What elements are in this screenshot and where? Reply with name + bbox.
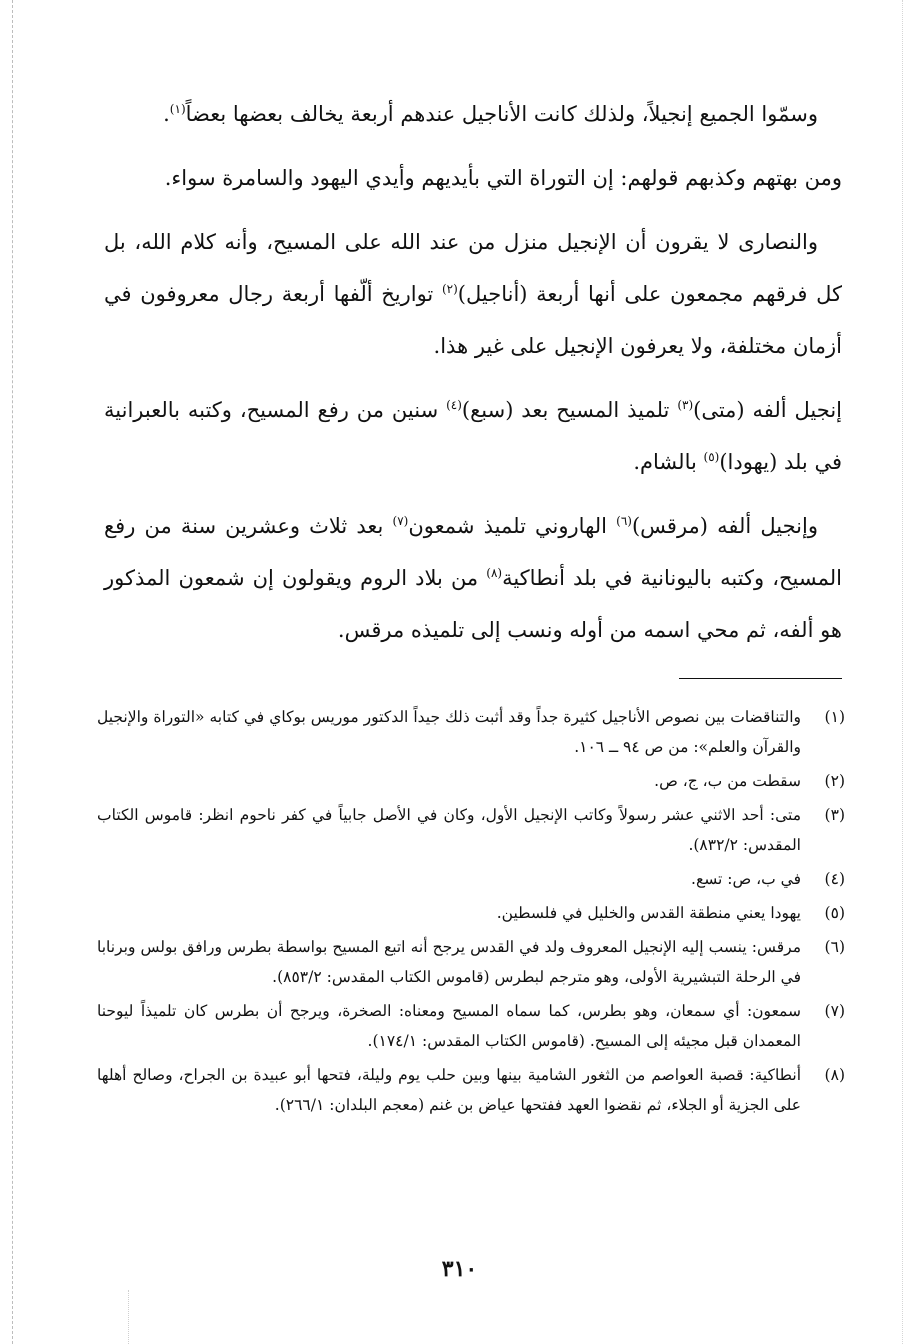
paragraph-text: .: [163, 102, 170, 126]
footnote-reference: (٤): [446, 398, 462, 412]
footnote: [97, 996, 845, 1056]
footnote-text: والتناقضات بين نصوص الأناجيل كثيرة جداً وقد أثبت ذلك جيداً الدكتور موريس بوكاي في كتابه «التوراة والإنجيل والقرآن والعلم»: من ص ٩٤ ــ ١٠٦.: [97, 708, 801, 756]
footnote-text: يهودا يعني منطقة القدس والخليل في فلسطين.: [496, 904, 801, 922]
footnote-reference: (٧): [392, 514, 409, 528]
footnote-number: (٣): [824, 806, 845, 824]
paragraph: [104, 88, 842, 140]
footnote-reference: (٨): [486, 566, 503, 580]
paragraph-text: إنجيل ألفه (متى): [693, 398, 843, 422]
footnote-number: (٤): [824, 870, 845, 888]
paragraph-text: ومن بهتهم وكذبهم قولهم: إن التوراة التي بأيديهم وأيدي اليهود والسامرة سواء.: [164, 166, 842, 190]
footnote-text: متى: أحد الاثني عشر رسولاً وكاتب الإنجيل الأول، وكان في الأصل جابياً في كفر ناحوم انظر: قاموس الكتاب المقدس: ٨٣٢/٢).: [97, 806, 801, 854]
footnote: [97, 800, 845, 860]
footnote-reference: (٣): [677, 398, 694, 412]
paragraph-text: وإنجيل ألفه (مرقس): [631, 514, 818, 538]
paragraph-text: سنين من رفع المسيح، وكتبه بالعبرانية في بلد (يهودا): [104, 398, 842, 474]
footnote-text: أنطاكية: قصبة العواصم من الثغور الشامية بينها وبين حلب يوم وليلة، فتحها أبو عبيدة بن الجراح، وصالح أهلها على الجزية أو الجلاء، ثم نقضوا العهد ففتحها عياض بن غنم (معجم البلدان: ٢٦٦/١).: [97, 1066, 801, 1114]
scan-edge-line: [128, 1290, 129, 1344]
footnote-number: (٨): [824, 1066, 845, 1084]
footnote-reference: (٥): [703, 450, 720, 464]
footnote-number: (٦): [824, 938, 845, 956]
main-text: [104, 88, 842, 668]
paragraph: [104, 216, 842, 372]
footnote-text: مرقس: ينسب إليه الإنجيل المعروف ولد في القدس يرجح أنه اتبع المسيح بواسطة بطرس ورافق بولس وبرنابا في الرحلة التبشيرية الأولى، وهو مترجم لبطرس (قاموس الكتاب المقدس: ٨٥٣/٢).: [97, 938, 801, 986]
paragraph-text: تواريخ ألّفها أربعة رجال معروفون في أزمان مختلفة، ولا يعرفون الإنجيل على غير هذا.: [104, 282, 842, 358]
footnote: [97, 864, 845, 894]
paragraph: [104, 384, 842, 488]
paragraph-text: تلميذ المسيح بعد (سبع): [461, 398, 678, 422]
paragraph-text: الهاروني تلميذ شمعون: [408, 514, 617, 538]
footnote-text: سمعون: أي سمعان، وهو بطرس، كما سماه المسيح ومعناه: الصخرة، ويرجح أن بطرس كان تلميذاً ليوحنا المعمدان قبل مجيئه إلى المسيح. (قاموس الكتاب المقدس: ١٧٤/١).: [97, 1002, 801, 1050]
page-number: ٣١٠: [441, 1256, 478, 1282]
paragraph-text: والنصارى لا يقرون أن الإنجيل منزل من عند الله على المسيح، وأنه كلام الله، بل كل فرقهم مجمعون على أنها أربعة (أناجيل): [104, 230, 842, 306]
footnotes: [97, 702, 845, 1124]
footnote-reference: (٦): [616, 514, 632, 528]
footnote-number: (٢): [824, 772, 845, 790]
footnote-reference: (٢): [441, 282, 458, 296]
footnote: [97, 702, 845, 762]
footnote-text: سقطت من ب، ج، ص.: [654, 772, 801, 790]
footnote-text: في ب، ص: تسع.: [691, 870, 801, 888]
footnote-number: (٥): [824, 904, 845, 922]
paragraph: [104, 152, 842, 204]
footnote-reference: (١): [169, 102, 186, 116]
paragraph: [104, 500, 842, 656]
scan-edge-line: [902, 0, 903, 1344]
footnote: [97, 932, 845, 992]
footnote-number: (٧): [824, 1002, 845, 1020]
paragraph-text: وسمّوا الجميع إنجيلاً، ولذلك كانت الأناجيل عندهم أربعة يخالف بعضها بعضاً: [185, 102, 818, 126]
footnote: [97, 1060, 845, 1120]
footnote-number: (١): [824, 708, 845, 726]
footnote-separator: [679, 678, 842, 679]
footnote: [97, 898, 845, 928]
paragraph-text: بالشام.: [633, 450, 704, 474]
paragraph-text: بعد ثلاث وعشرين سنة من رفع المسيح، وكتبه باليونانية في بلد أنطاكية: [104, 514, 842, 590]
paragraph-text: من بلاد الروم ويقولون إن شمعون المذكور هو ألفه، ثم محي اسمه من أوله ونسب إلى تلميذه مرقس.: [104, 566, 842, 642]
scan-edge-line: [12, 0, 13, 1344]
footnote: [97, 766, 845, 796]
